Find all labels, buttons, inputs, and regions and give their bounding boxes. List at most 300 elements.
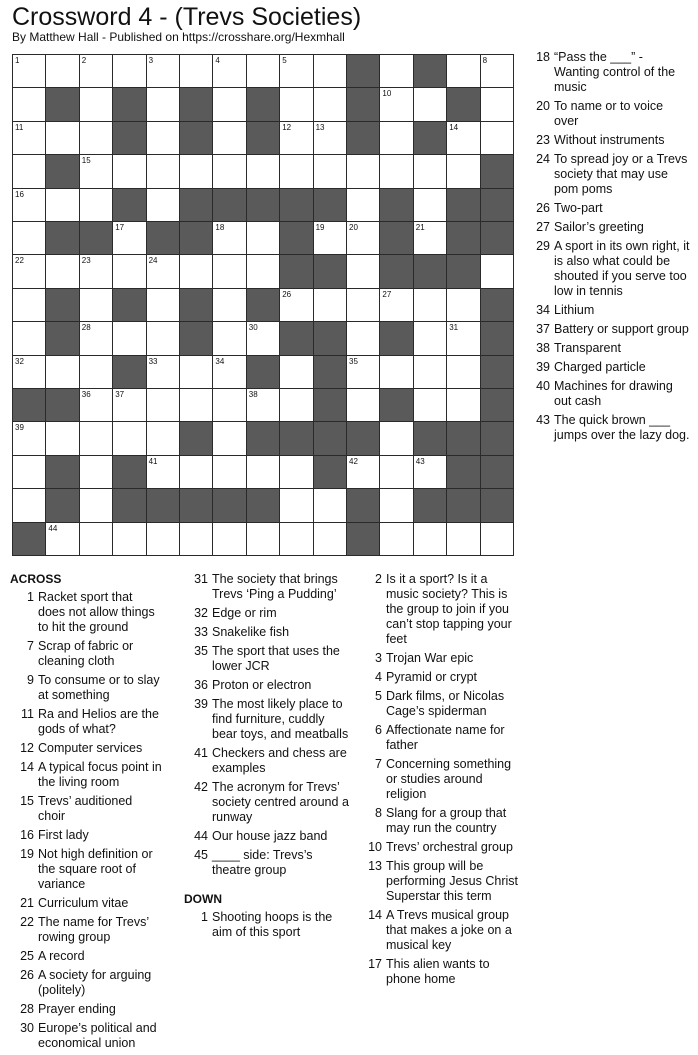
grid-cell[interactable] bbox=[379, 288, 413, 322]
clue-num: 14 bbox=[368, 908, 382, 922]
grid-cell[interactable] bbox=[313, 488, 347, 522]
grid-cell[interactable] bbox=[480, 522, 514, 556]
grid-block bbox=[112, 87, 146, 121]
across-clue[interactable] bbox=[10, 639, 162, 669]
grid-block bbox=[45, 221, 79, 255]
grid-cell[interactable] bbox=[212, 321, 246, 355]
grid-cell[interactable] bbox=[413, 154, 447, 188]
grid-cell[interactable] bbox=[279, 154, 313, 188]
clue-number: 14 bbox=[449, 122, 459, 132]
across-clue[interactable] bbox=[184, 746, 350, 776]
clue-number: 44 bbox=[48, 523, 58, 533]
grid-cell[interactable] bbox=[480, 87, 514, 121]
grid-cell[interactable] bbox=[279, 355, 313, 389]
grid-cell[interactable] bbox=[12, 455, 46, 489]
clue-text: Shooting hoops is the aim of this sport bbox=[212, 910, 333, 939]
across-clues-part-2 bbox=[184, 572, 350, 944]
clue-number: 27 bbox=[382, 289, 392, 299]
across-clue[interactable] bbox=[10, 915, 162, 945]
clue-number: 31 bbox=[449, 323, 459, 333]
grid-cell[interactable] bbox=[79, 54, 113, 88]
grid-cell[interactable] bbox=[379, 488, 413, 522]
clue-number: 36 bbox=[81, 390, 91, 399]
grid-cell[interactable] bbox=[279, 54, 313, 88]
grid-cell[interactable] bbox=[446, 288, 480, 322]
grid-block bbox=[279, 221, 313, 255]
grid-cell[interactable] bbox=[12, 488, 46, 522]
clue-text: Affectionate name for father bbox=[386, 723, 505, 752]
down-clue[interactable] bbox=[362, 859, 522, 904]
grid-cell[interactable] bbox=[212, 355, 246, 389]
grid-cell[interactable] bbox=[112, 254, 146, 288]
grid-block bbox=[379, 388, 413, 422]
grid-cell[interactable] bbox=[379, 154, 413, 188]
grid-cell[interactable] bbox=[212, 54, 246, 88]
down-clue[interactable] bbox=[362, 908, 522, 953]
grid-block bbox=[45, 388, 79, 422]
grid-cell[interactable] bbox=[246, 154, 280, 188]
down-clue[interactable] bbox=[362, 806, 522, 836]
grid-cell[interactable] bbox=[146, 54, 180, 88]
clue-number: 1 bbox=[15, 56, 20, 65]
crossword-grid bbox=[12, 54, 514, 556]
clue-text: This alien wants to phone home bbox=[386, 957, 490, 986]
grid-cell[interactable] bbox=[413, 87, 447, 121]
grid-block bbox=[379, 254, 413, 288]
grid-cell[interactable] bbox=[212, 421, 246, 455]
grid-cell[interactable] bbox=[79, 288, 113, 322]
grid-block bbox=[112, 288, 146, 322]
grid-cell[interactable] bbox=[79, 421, 113, 455]
grid-cell[interactable] bbox=[112, 321, 146, 355]
grid-block bbox=[179, 321, 213, 355]
down-clue[interactable] bbox=[362, 670, 522, 685]
grid-block bbox=[346, 87, 380, 121]
grid-block bbox=[313, 455, 347, 489]
grid-cell[interactable] bbox=[446, 154, 480, 188]
grid-cell[interactable] bbox=[346, 254, 380, 288]
grid-cell[interactable] bbox=[413, 355, 447, 389]
grid-cell[interactable] bbox=[146, 388, 180, 422]
clue-text: Is it a sport? Is it a music society? This is the group to join if you can’t stop tapping your feet bbox=[386, 572, 512, 646]
grid-cell[interactable] bbox=[45, 421, 79, 455]
clue-text: Transparent bbox=[554, 341, 621, 355]
grid-cell[interactable] bbox=[146, 522, 180, 556]
grid-cell[interactable] bbox=[279, 388, 313, 422]
clue-text: A typical focus point in the living room bbox=[38, 760, 162, 789]
grid-block bbox=[279, 421, 313, 455]
grid-cell[interactable] bbox=[279, 121, 313, 155]
grid-block bbox=[112, 488, 146, 522]
grid-cell[interactable] bbox=[112, 388, 146, 422]
down-clue[interactable] bbox=[362, 840, 522, 855]
grid-cell[interactable] bbox=[346, 288, 380, 322]
grid-cell[interactable] bbox=[45, 522, 79, 556]
clue-number: 13 bbox=[315, 122, 325, 132]
across-clue[interactable] bbox=[10, 590, 162, 635]
clue-text: A sport in its own right, it is also what could be shouted if you serve too low in tennis bbox=[554, 239, 690, 298]
grid-cell[interactable] bbox=[79, 488, 113, 522]
grid-block bbox=[480, 288, 514, 322]
grid-cell[interactable] bbox=[379, 54, 413, 88]
grid-cell[interactable] bbox=[179, 388, 213, 422]
grid-block bbox=[246, 421, 280, 455]
grid-block bbox=[279, 254, 313, 288]
grid-cell[interactable] bbox=[79, 254, 113, 288]
grid-block bbox=[346, 54, 380, 88]
grid-cell[interactable] bbox=[446, 54, 480, 88]
across-clue[interactable] bbox=[10, 847, 162, 892]
down-clue[interactable] bbox=[528, 201, 690, 216]
grid-cell[interactable] bbox=[146, 455, 180, 489]
grid-cell[interactable] bbox=[212, 455, 246, 489]
grid-block bbox=[313, 188, 347, 222]
grid-cell[interactable] bbox=[313, 87, 347, 121]
grid-cell[interactable] bbox=[346, 321, 380, 355]
grid-cell[interactable] bbox=[212, 87, 246, 121]
grid-cell[interactable] bbox=[179, 355, 213, 389]
across-clue[interactable] bbox=[10, 968, 162, 998]
down-clue[interactable] bbox=[528, 239, 690, 299]
down-clue[interactable] bbox=[184, 910, 350, 940]
grid-cell[interactable] bbox=[413, 388, 447, 422]
clue-text: Lithium bbox=[554, 303, 595, 317]
clue-text: Checkers and chess are examples bbox=[212, 746, 347, 775]
grid-cell[interactable] bbox=[179, 154, 213, 188]
grid-cell[interactable] bbox=[45, 254, 79, 288]
grid-cell[interactable] bbox=[212, 221, 246, 255]
grid-cell[interactable] bbox=[45, 355, 79, 389]
grid-cell[interactable] bbox=[12, 221, 46, 255]
grid-cell[interactable] bbox=[446, 355, 480, 389]
down-clue[interactable] bbox=[362, 572, 522, 647]
grid-cell[interactable] bbox=[246, 522, 280, 556]
grid-cell[interactable] bbox=[446, 388, 480, 422]
clue-number: 41 bbox=[148, 456, 158, 466]
grid-block bbox=[246, 355, 280, 389]
grid-cell[interactable] bbox=[45, 121, 79, 155]
down-clue[interactable] bbox=[528, 360, 690, 375]
grid-cell[interactable] bbox=[446, 522, 480, 556]
grid-block bbox=[313, 254, 347, 288]
grid-cell[interactable] bbox=[112, 421, 146, 455]
grid-cell[interactable] bbox=[12, 121, 46, 155]
grid-cell[interactable] bbox=[179, 54, 213, 88]
grid-cell[interactable] bbox=[146, 87, 180, 121]
grid-cell[interactable] bbox=[379, 455, 413, 489]
grid-cell[interactable] bbox=[446, 321, 480, 355]
clue-num: 18 bbox=[536, 50, 550, 64]
grid-block bbox=[480, 455, 514, 489]
grid-cell[interactable] bbox=[146, 321, 180, 355]
across-clue[interactable] bbox=[184, 625, 350, 640]
grid-cell[interactable] bbox=[212, 522, 246, 556]
clue-text: Ra and Helios are the gods of what? bbox=[38, 707, 159, 736]
grid-cell[interactable] bbox=[79, 388, 113, 422]
byline: By Matthew Hall - Published on https://crosshare.org/Hexmhall bbox=[12, 30, 345, 44]
grid-cell[interactable] bbox=[346, 355, 380, 389]
down-clue[interactable] bbox=[528, 303, 690, 318]
grid-cell[interactable] bbox=[279, 522, 313, 556]
down-clue[interactable] bbox=[528, 322, 690, 337]
across-clue[interactable] bbox=[10, 794, 162, 824]
grid-cell[interactable] bbox=[12, 54, 46, 88]
down-clue[interactable] bbox=[528, 152, 690, 197]
grid-cell[interactable] bbox=[346, 154, 380, 188]
clue-num: 9 bbox=[27, 673, 34, 687]
grid-cell[interactable] bbox=[413, 522, 447, 556]
grid-cell[interactable] bbox=[212, 154, 246, 188]
grid-cell[interactable] bbox=[279, 455, 313, 489]
clue-text: Trojan War epic bbox=[386, 651, 474, 665]
grid-block bbox=[379, 321, 413, 355]
grid-cell[interactable] bbox=[179, 254, 213, 288]
clue-text: To spread joy or a Trevs society that may use pom poms bbox=[554, 152, 688, 196]
grid-cell[interactable] bbox=[79, 188, 113, 222]
clue-number: 4 bbox=[215, 56, 220, 65]
down-clues-continued bbox=[528, 50, 690, 447]
across-clue[interactable] bbox=[10, 760, 162, 790]
clue-text: Snakelike fish bbox=[212, 625, 290, 639]
grid-cell[interactable] bbox=[146, 154, 180, 188]
grid-cell[interactable] bbox=[212, 288, 246, 322]
grid-cell[interactable] bbox=[246, 321, 280, 355]
clue-num: 24 bbox=[536, 152, 550, 166]
across-clue[interactable] bbox=[10, 741, 162, 756]
clue-text: The acronym for Trevs’ society centred around a runway bbox=[212, 780, 349, 824]
grid-block bbox=[313, 421, 347, 455]
grid-cell[interactable] bbox=[246, 455, 280, 489]
clue-text: Charged particle bbox=[554, 360, 646, 374]
across-clue[interactable] bbox=[184, 644, 350, 674]
grid-cell[interactable] bbox=[313, 221, 347, 255]
clue-number: 34 bbox=[215, 356, 225, 366]
across-clue[interactable] bbox=[10, 1002, 162, 1017]
grid-block bbox=[179, 488, 213, 522]
clue-number: 12 bbox=[282, 122, 292, 132]
clue-num: 38 bbox=[536, 341, 550, 355]
grid-cell[interactable] bbox=[313, 522, 347, 556]
grid-cell[interactable] bbox=[246, 388, 280, 422]
grid-cell[interactable] bbox=[79, 154, 113, 188]
grid-cell[interactable] bbox=[79, 522, 113, 556]
grid-cell[interactable] bbox=[12, 188, 46, 222]
across-clue[interactable] bbox=[184, 572, 350, 602]
grid-cell[interactable] bbox=[12, 154, 46, 188]
across-clue[interactable] bbox=[184, 606, 350, 621]
down-clue[interactable] bbox=[362, 689, 522, 719]
grid-block bbox=[45, 288, 79, 322]
grid-cell[interactable] bbox=[12, 421, 46, 455]
grid-block bbox=[212, 488, 246, 522]
grid-block bbox=[446, 421, 480, 455]
grid-cell[interactable] bbox=[246, 54, 280, 88]
clue-text: First lady bbox=[38, 828, 89, 842]
clue-num: 26 bbox=[536, 201, 550, 215]
grid-cell[interactable] bbox=[146, 188, 180, 222]
clue-num: 20 bbox=[536, 99, 550, 113]
grid-cell[interactable] bbox=[12, 355, 46, 389]
grid-block bbox=[179, 288, 213, 322]
clue-number: 32 bbox=[15, 356, 24, 366]
grid-cell[interactable] bbox=[146, 121, 180, 155]
grid-block bbox=[446, 188, 480, 222]
grid-cell[interactable] bbox=[112, 221, 146, 255]
clue-text: Computer services bbox=[38, 741, 143, 755]
grid-cell[interactable] bbox=[279, 488, 313, 522]
clue-number: 16 bbox=[15, 189, 24, 199]
clue-text: Prayer ending bbox=[38, 1002, 116, 1016]
clue-text: Proton or electron bbox=[212, 678, 312, 692]
down-clue[interactable] bbox=[528, 341, 690, 356]
down-clue[interactable] bbox=[528, 50, 690, 95]
grid-cell[interactable] bbox=[179, 522, 213, 556]
across-clue[interactable] bbox=[10, 949, 162, 964]
grid-cell[interactable] bbox=[112, 154, 146, 188]
across-clue[interactable] bbox=[10, 707, 162, 737]
across-clue[interactable] bbox=[184, 678, 350, 693]
down-clue[interactable] bbox=[528, 220, 690, 235]
grid-cell[interactable] bbox=[45, 188, 79, 222]
grid-block bbox=[480, 421, 514, 455]
grid-cell[interactable] bbox=[212, 121, 246, 155]
grid-block bbox=[246, 87, 280, 121]
down-heading: DOWN bbox=[184, 892, 222, 906]
grid-cell[interactable] bbox=[212, 254, 246, 288]
grid-cell[interactable] bbox=[12, 254, 46, 288]
grid-cell[interactable] bbox=[246, 221, 280, 255]
down-clue[interactable] bbox=[362, 651, 522, 666]
grid-block bbox=[480, 388, 514, 422]
grid-cell[interactable] bbox=[413, 188, 447, 222]
grid-cell[interactable] bbox=[313, 154, 347, 188]
grid-cell[interactable] bbox=[12, 288, 46, 322]
grid-cell[interactable] bbox=[313, 288, 347, 322]
grid-cell[interactable] bbox=[112, 54, 146, 88]
clue-text: The most likely place to find furniture, cuddly bear toys, and meatballs bbox=[212, 697, 349, 741]
grid-block bbox=[45, 154, 79, 188]
down-clue[interactable] bbox=[528, 413, 690, 443]
grid-cell[interactable] bbox=[146, 421, 180, 455]
grid-cell[interactable] bbox=[12, 87, 46, 121]
grid-cell[interactable] bbox=[379, 421, 413, 455]
grid-cell[interactable] bbox=[79, 87, 113, 121]
clue-text: Sailor’s greeting bbox=[554, 220, 644, 234]
grid-cell[interactable] bbox=[413, 455, 447, 489]
grid-cell[interactable] bbox=[379, 355, 413, 389]
clue-num: 26 bbox=[20, 968, 34, 982]
clue-number: 35 bbox=[349, 356, 358, 366]
down-clue[interactable] bbox=[528, 379, 690, 409]
grid-cell[interactable] bbox=[379, 522, 413, 556]
clue-text: Concerning something or studies around religion bbox=[386, 757, 512, 801]
grid-cell[interactable] bbox=[146, 254, 180, 288]
down-clue[interactable] bbox=[362, 723, 522, 753]
grid-cell[interactable] bbox=[146, 288, 180, 322]
grid-cell[interactable] bbox=[346, 455, 380, 489]
clue-text: This group will be performing Jesus Christ Superstar this term bbox=[386, 859, 518, 903]
grid-cell[interactable] bbox=[346, 388, 380, 422]
grid-block bbox=[379, 221, 413, 255]
clue-num: 34 bbox=[536, 303, 550, 317]
grid-cell[interactable] bbox=[279, 288, 313, 322]
grid-block bbox=[346, 421, 380, 455]
grid-cell[interactable] bbox=[379, 121, 413, 155]
grid-block bbox=[45, 488, 79, 522]
grid-cell[interactable] bbox=[480, 54, 514, 88]
grid-cell[interactable] bbox=[146, 355, 180, 389]
clue-text: ____ side: Trevs’s theatre group bbox=[212, 848, 313, 877]
clue-num: 37 bbox=[536, 322, 550, 336]
clue-text: A society for arguing (politely) bbox=[38, 968, 152, 997]
down-clue[interactable] bbox=[528, 133, 690, 148]
clue-text: To name or to voice over bbox=[554, 99, 664, 128]
grid-cell[interactable] bbox=[12, 321, 46, 355]
grid-cell[interactable] bbox=[212, 388, 246, 422]
grid-cell[interactable] bbox=[79, 355, 113, 389]
down-clue[interactable] bbox=[528, 99, 690, 129]
grid-block bbox=[346, 522, 380, 556]
grid-cell[interactable] bbox=[313, 121, 347, 155]
clue-text: Dark films, or Nicolas Cage’s spiderman bbox=[386, 689, 505, 718]
clue-text: Pyramid or crypt bbox=[386, 670, 477, 684]
grid-cell[interactable] bbox=[413, 288, 447, 322]
grid-block bbox=[313, 355, 347, 389]
grid-cell[interactable] bbox=[346, 188, 380, 222]
across-clue[interactable] bbox=[10, 673, 162, 703]
grid-block bbox=[112, 455, 146, 489]
down-clues-part-2 bbox=[362, 572, 522, 991]
puzzle-title: Crossword 4 - (Trevs Societies) bbox=[12, 3, 362, 31]
across-clue[interactable] bbox=[10, 896, 162, 911]
down-clue[interactable] bbox=[362, 957, 522, 987]
clue-text: Battery or support group bbox=[554, 322, 689, 336]
grid-cell[interactable] bbox=[45, 54, 79, 88]
across-clue[interactable] bbox=[184, 829, 350, 844]
across-clue[interactable] bbox=[184, 697, 350, 742]
clue-num: 19 bbox=[20, 847, 34, 861]
grid-cell[interactable] bbox=[446, 121, 480, 155]
grid-cell[interactable] bbox=[112, 522, 146, 556]
grid-cell[interactable] bbox=[413, 221, 447, 255]
grid-cell[interactable] bbox=[246, 254, 280, 288]
across-clue[interactable] bbox=[10, 1021, 162, 1051]
across-heading: ACROSS bbox=[10, 572, 62, 586]
grid-cell[interactable] bbox=[480, 254, 514, 288]
clue-text: A Trevs musical group that makes a joke on a musical key bbox=[386, 908, 512, 952]
grid-cell[interactable] bbox=[379, 87, 413, 121]
grid-cell[interactable] bbox=[79, 321, 113, 355]
grid-cell[interactable] bbox=[413, 321, 447, 355]
grid-cell[interactable] bbox=[313, 54, 347, 88]
down-clue[interactable] bbox=[362, 757, 522, 802]
clue-text: Without instruments bbox=[554, 133, 665, 147]
grid-cell[interactable] bbox=[79, 455, 113, 489]
across-clue[interactable] bbox=[10, 828, 162, 843]
grid-cell[interactable] bbox=[179, 455, 213, 489]
clue-num: 1 bbox=[201, 910, 208, 924]
grid-block bbox=[12, 522, 46, 556]
grid-cell[interactable] bbox=[279, 87, 313, 121]
grid-block bbox=[246, 488, 280, 522]
grid-block bbox=[112, 188, 146, 222]
grid-cell[interactable] bbox=[346, 221, 380, 255]
across-clue[interactable] bbox=[184, 780, 350, 825]
grid-cell[interactable] bbox=[79, 121, 113, 155]
across-clue[interactable] bbox=[184, 848, 350, 878]
grid-cell[interactable] bbox=[480, 121, 514, 155]
grid-block bbox=[179, 87, 213, 121]
